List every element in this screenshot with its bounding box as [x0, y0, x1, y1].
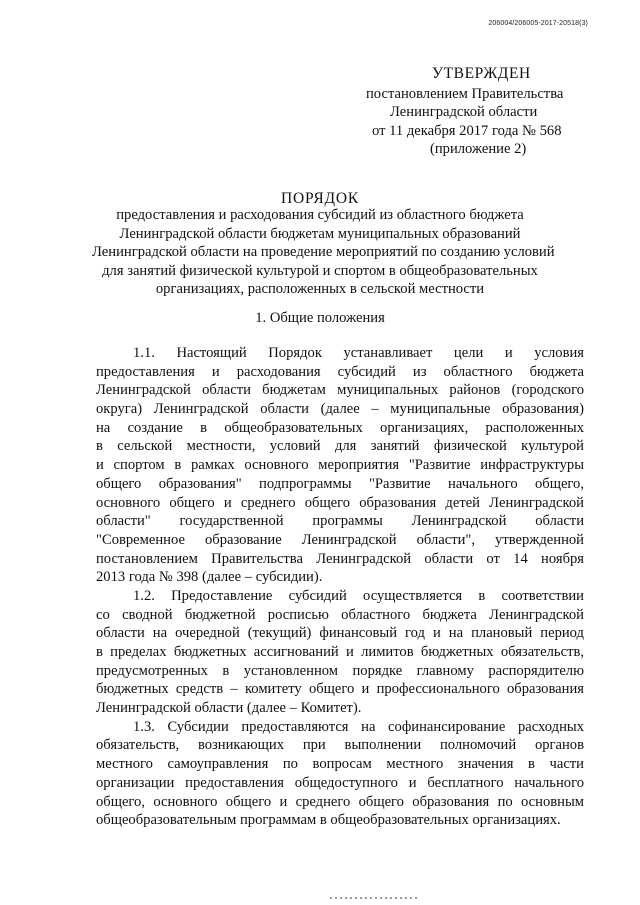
paragraph-line: предоставления и расходования субсидий из областного бюджета: [96, 363, 584, 380]
paragraph-line: со сводной бюджетной росписью областного бюджета Ленинградской: [96, 606, 584, 623]
paragraph-line: на создание в общеобразовательных организациях, расположенных: [96, 419, 584, 436]
paragraph-line: основного общего и среднего общего образования детей Ленинградской: [96, 494, 584, 511]
approval-line: от 11 декабря 2017 года № 568: [372, 123, 562, 139]
paragraph-line: организации предоставления общедоступного и бесплатного начального: [96, 774, 584, 791]
paragraph-line: в сельской местности, условий для занятий физической культурой: [96, 438, 584, 455]
paragraph-line: области на очередной (текущий) финансовый год и на плановый период: [96, 625, 584, 642]
paragraph-line: 1.1. Настоящий Порядок устанавливает цели и условия: [133, 345, 584, 361]
document-code: 206004/206005-2017-20518(3): [488, 20, 588, 27]
paragraph-line: постановлением Правительства Ленинградской области от 14 ноября: [96, 550, 584, 567]
paragraph-3: [96, 718, 584, 830]
paragraph-line: "Современное образование Ленинградской области", утвержденной: [96, 531, 584, 548]
document-subtitle: [92, 206, 555, 299]
paragraph-line: общего, основного общего и среднего общего образования по основным: [96, 793, 584, 810]
subtitle-line: Ленинградской области на проведение мероприятий по созданию условий: [92, 244, 555, 261]
paragraph-2: [96, 587, 584, 718]
subtitle-line: Ленинградской области бюджетам муниципальных образований: [119, 225, 521, 242]
paragraph-line: бюджетных средств – комитету общего и профессионального образования: [96, 681, 584, 698]
paragraph-line: в пределах бюджетных ассигнований и лимитов бюджетных обязательств,: [96, 644, 584, 660]
paragraph-line: 2013 года № 398 (далее – субсидии).: [96, 569, 323, 586]
scan-artifact: [330, 897, 420, 899]
paragraph-line: области" государственной программы Ленинградской области: [96, 513, 584, 530]
approval-title: УТВЕРЖДЕН: [432, 65, 531, 82]
paragraph-line: и спортом в рамках основного мероприятия "Развитие инфраструктуры: [96, 457, 584, 474]
paragraph-line: 1.3. Субсидии предоставляются на софинансирование расходных: [133, 718, 584, 735]
approval-line: постановлением Правительства: [366, 86, 564, 102]
approval-line: (приложение 2): [430, 141, 527, 157]
paragraph-1: [96, 344, 584, 587]
document-title: ПОРЯДОК: [280, 190, 360, 207]
subtitle-line: для занятий физической культурой и спортом в общеобразовательных: [102, 262, 538, 279]
subtitle-line: организациях, расположенных в сельской местности: [155, 281, 485, 298]
paragraph-line: местного самоуправления по вопросам местного значения в части: [96, 756, 584, 773]
paragraph-line: Ленинградской области (далее – Комитет).: [96, 700, 362, 717]
paragraph-line: предусмотренных в установленном порядке главному распорядителю: [96, 662, 584, 679]
paragraph-line: общеобразовательным программам в общеобразовательных организациях.: [96, 812, 561, 829]
section-heading: 1. Общие положения: [255, 310, 385, 326]
paragraph-line: округа) Ленинградской области (далее – муниципальные образования): [96, 401, 584, 418]
approval-line: Ленинградской области: [390, 104, 538, 120]
paragraph-line: 1.2. Предоставление субсидий осуществляется в соответствии: [133, 587, 584, 604]
document-body: [96, 344, 584, 830]
paragraph-line: Ленинградской области бюджетам муниципальных районов (городского: [96, 382, 584, 399]
paragraph-line: общего образования" подпрограммы "Развитие начального общего,: [96, 475, 584, 492]
paragraph-line: обязательств, возникающих при выполнении полномочий органов: [96, 737, 584, 754]
subtitle-line: предоставления и расходования субсидий из областного бюджета: [116, 207, 524, 223]
